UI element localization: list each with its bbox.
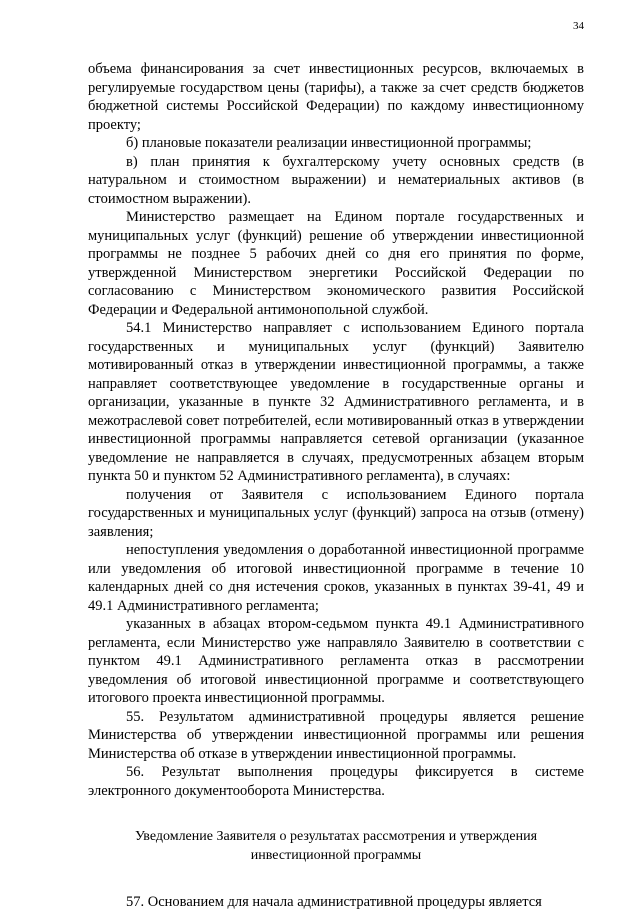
paragraph-case-withdrawal: получения от Заявителя с использованием Единого портала государственных и муниципальных услуг (функций) запроса на отзыв (отмену) заявления; [88, 486, 584, 540]
paragraph-55: 55. Результатом административной процедуры является решение Министерства об утверждении инвестиционной программы или решения Министерства об отказе в утверждении инвестиционной программы. [88, 708, 584, 762]
paragraph-case-repeat-refusal: указанных в абзацах втором-седьмом пункта 49.1 Административного регламента, если Министерство уже направляло Заявителю в соответствии с пунктом 49.1 Административного регламента отказ в рассмотрении уведомления об итоговой инвестиционной программе и соответствующего итогового проекта инвестиционной программы. [88, 616, 584, 706]
paragraph-57: 57. Основанием для начала административной процедуры является [126, 894, 542, 910]
paragraph-case-no-notification: непоступления уведомления о доработанной инвестиционной программе или уведомления об итоговой инвестиционной программе в течение 10 календарных дней со дня истечения сроков, указанных в пунктах 39-41, 49 и 49.1 Административного регламента; [88, 542, 584, 614]
paragraph-56: 56. Результат выполнения процедуры фиксируется в системе электронного документооборота Министерства. [88, 764, 584, 799]
page-number: 34 [573, 20, 584, 32]
document-body [88, 60, 584, 912]
paragraph-54-1: 54.1 Министерство направляет с использованием Единого портала государственных и муниципальных услуг (функций) Заявителю мотивированный отказ в утверждении инвестиционной программы, а также направляет соответствующее уведомление в государственные органы и организации, указанные в пункте 32 Административного регламента, и в межотраслевой совет потребителей, если мотивированный отказ в утверждении инвестиционной программы направляется сетевой организации (указанное уведомление не направляется в случаях, предусмотренных абзацем вторым пункта 50 и пунктом 52 Административного регламента), в случаях: [88, 320, 584, 484]
section-heading: Уведомление Заявителя о результатах рассмотрения и утверждения инвестиционной программы [134, 829, 538, 863]
paragraph-continuation: объема финансирования за счет инвестиционных ресурсов, включаемых в регулируемые государством цены (тарифы), а также за счет средств бюджетов бюджетной системы Российской Федерации) по каждому инвестиционному проекту; [88, 61, 584, 133]
paragraph-item-b: б) плановые показатели реализации инвестиционной программы; [126, 135, 532, 151]
paragraph-ministry-publishes: Министерство размещает на Едином портале государственных и муниципальных услуг (функций) решение об утверждении инвестиционной программы не позднее 5 рабочих дней со дня его принятия по форме, утвержденной Министерством энергетики Российской Федерации по согласованию с Министерством экономического развития Российской Федерации и Федеральной антимонопольной службой. [88, 209, 584, 318]
paragraph-item-v: в) план принятия к бухгалтерскому учету основных средств (в натуральном и стоимостном выражении) и нематериальных активов (в стоимостном выражении). [88, 153, 584, 207]
